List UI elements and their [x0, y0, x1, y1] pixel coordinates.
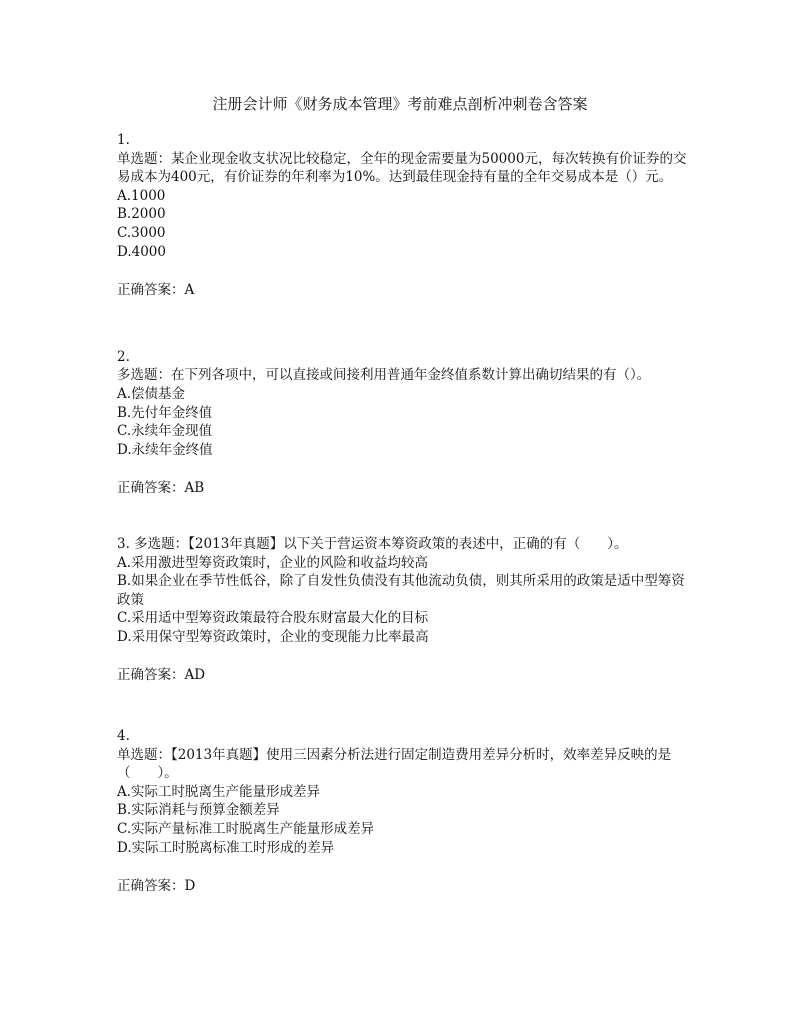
option-c: C.采用适中型筹资政策最符合股东财富最大化的目标 — [117, 610, 429, 627]
option-a: A.采用激进型筹资政策时，企业的风险和收益均较高 — [117, 554, 429, 571]
option-c: C.3000 — [117, 224, 166, 241]
option-c: C.永续年金现值 — [117, 423, 213, 440]
question-4 — [117, 727, 687, 896]
option-c: C.实际产量标准工时脱离生产能量形成差异 — [117, 821, 375, 838]
option-b: B.实际消耗与预算金额差异 — [117, 802, 280, 819]
option-d: D.实际工时脱离标准工时形成的差异 — [117, 839, 335, 856]
option-b: B.如果企业在季节性低谷，除了自发性负债没有其他流动负债，则其所采用的政策是适中型筹资政策 — [117, 573, 685, 608]
correct-answer: 正确答案：D — [117, 878, 196, 895]
option-a: A.偿债基金 — [117, 385, 186, 402]
option-a: A.1000 — [117, 187, 166, 204]
question-3 — [117, 535, 687, 685]
question-stem: 单选题：某企业现金收支状况比较稳定，全年的现金需要量为50000元，每次转换有价证券的交易成本为400元，有价证券的年利率为10%。达到最佳现金持有量的全年交易成本是（）元。 — [117, 150, 687, 186]
correct-answer: 正确答案：AB — [117, 480, 205, 497]
question-list — [117, 131, 687, 896]
correct-answer: 正确答案：A — [117, 282, 195, 299]
option-a: A.实际工时脱离生产能量形成差异 — [117, 783, 321, 800]
document-title: 注册会计师《财务成本管理》考前难点剖析冲刺卷含答案 — [212, 95, 588, 113]
option-d: D.永续年金终值 — [117, 441, 213, 458]
correct-answer: 正确答案：AD — [117, 667, 206, 684]
option-b: B.先付年金终值 — [117, 404, 213, 421]
question-number: 4. — [117, 728, 130, 745]
question-number: 1. — [117, 132, 130, 148]
question-stem: 多选题：在下列各项中，可以直接或间接利用普通年金终值系数计算出确切结果的有（）。 — [117, 367, 651, 384]
question-2 — [117, 348, 687, 498]
question-number: 2. — [117, 348, 130, 365]
question-stem: 单选题：【2013年真题】使用三因素分析法进行固定制造费用差异分析时，效率差异反映的是（ ）。 — [117, 746, 672, 782]
question-stem: 3. 多选题：【2013年真题】以下关于营运资本筹资政策的表述中，正确的有（ ）。 — [117, 535, 628, 552]
option-d: D.4000 — [117, 243, 166, 260]
question-1 — [117, 131, 687, 300]
option-d: D.采用保守型筹资政策时，企业的变现能力比率最高 — [117, 628, 429, 645]
option-b: B.2000 — [117, 206, 166, 223]
